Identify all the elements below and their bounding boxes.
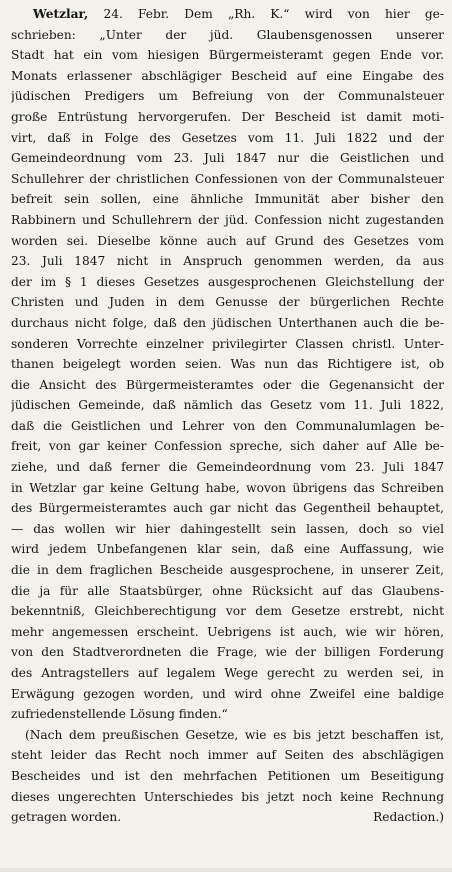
note-closing-text: getragen worden. [11, 810, 122, 825]
text-line-21: daß die Geistlichen und Lehrer von den Communalumlagen be- [11, 418, 444, 433]
text-line-12: worden sei. Dieselbe könne auch auf Grund des Gesetzes vom [11, 233, 444, 248]
text-line-9: Schullehrer der christlichen Confessionen von der Communalsteuer [11, 171, 444, 186]
text-line-16: durchaus nicht folge, daß den jüdischen Unterthanen auch die be- [11, 315, 444, 330]
note-line-4: dieses ungerechten Unterschiedes bis jetzt noch keine Rechnung [11, 789, 444, 804]
text-line-1 [11, 4, 444, 25]
text-line-14: der im § 1 dieses Gesetzes ausgesprochenen Gleichstellung der [11, 274, 444, 289]
text-line-33: des Antragstellers auf legalem Wege gerecht zu werden sei, in [11, 666, 444, 680]
text-line-35: zufriedenstellende Lösung finden.“ [11, 707, 228, 722]
text-line-13: 23. Juli 1847 nicht in Anspruch genommen werden, da aus [11, 254, 444, 269]
note-line-3: Bescheides und ist den mehrfachen Petitionen um Beseitigung [11, 768, 444, 783]
dateline-place: Wetzlar, [33, 7, 89, 21]
text-line-17: sonderen Vorrechte einzelner privilegirter Classen christl. Unter- [11, 336, 444, 351]
text-line-11: Rabbinern und Schullehrern der jüd. Confession nicht zugestanden [11, 212, 444, 227]
page-bottom-edge [0, 868, 452, 872]
text-line-30: bekenntniß, Gleichberechtigung vor dem Gesetze erstrebt, nicht [11, 604, 444, 619]
text-line-3: Stadt hat ein vom hiesigen Bürgermeisteramt gegen Ende vor. [11, 48, 444, 63]
note-line-1: (Nach dem preußischen Gesetze, wie es bis jetzt beschaffen ist, [25, 727, 444, 742]
text-line-18: thanen beigelegt worden seien. Was nun das Richtigere ist, ob [11, 357, 444, 372]
text-line-24: in Wetzlar gar keine Geltung habe, wovon übrigens das Schreiben [11, 480, 444, 495]
text-line-34: Erwägung gezogen worden, und wird ohne Zweifel eine baldige [11, 686, 444, 701]
note-line-5 [11, 807, 444, 828]
text-line-7: virt, daß in Folge des Gesetzes vom 11. Juli 1822 und der [11, 130, 444, 145]
text-line-29: die ja für alle Staatsbürger, ohne Rücksicht auf das Glaubens- [11, 583, 444, 598]
note-line-2: steht leider das Recht noch immer auf Seiten des abschlägigen [11, 748, 444, 763]
text-line-10: befreit sein sollen, eine ähnliche Immunität aber bisher den [11, 192, 444, 207]
text-line-22: freit, von gar keiner Confession spreche, sich daher auf Alle be- [11, 439, 444, 454]
text-line-27: wird jedem Unbefangenen klar sein, daß eine Auffassung, wie [11, 542, 444, 557]
text-line-4: Monats erlassener abschlägiger Bescheid auf eine Eingabe des [11, 68, 444, 83]
dateline-text: 24. Febr. Dem „Rh. K.“ wird von hier ge- [103, 7, 444, 21]
text-line-15: Christen und Juden in dem Genusse der bürgerlichen Rechte [11, 295, 444, 310]
text-line-25: des Bürgermeisteramtes auch gar nicht das Gegentheil behauptet, [11, 501, 444, 516]
text-line-6: große Entrüstung hervorgerufen. Der Bescheid ist damit moti- [11, 109, 444, 124]
text-line-28: die in dem fraglichen Bescheide ausgesprochene, in unserer Zeit, [11, 563, 444, 578]
note-signature: Redaction.) [373, 810, 444, 825]
text-line-19: die Ansicht des Bürgermeisteramtes oder die Gegenansicht der [11, 377, 444, 392]
text-line-26: — das wollen wir hier dahingestellt sein lassen, doch so viel [11, 521, 444, 536]
text-line-2: schrieben: „Unter der jüd. Glaubensgenossen unserer [11, 27, 444, 42]
text-line-23: ziehe, und daß ferner die Gemeindeordnung vom 23. Juli 1847 [11, 460, 444, 475]
text-line-5: jüdischen Predigers um Befreiung von der Communalsteuer [11, 89, 444, 104]
text-line-32: von den Stadtverordneten die Frage, wie der billigen Forderung [11, 645, 444, 660]
text-line-20: jüdischen Gemeinde, daß nämlich das Gesetz vom 11. Juli 1822, [11, 398, 444, 413]
text-line-31: mehr angemessen erscheint. Uebrigens ist auch, wie wir hören, [11, 624, 444, 639]
text-line-8: Gemeindeordnung vom 23. Juli 1847 nur die Geistlichen und [11, 151, 444, 166]
